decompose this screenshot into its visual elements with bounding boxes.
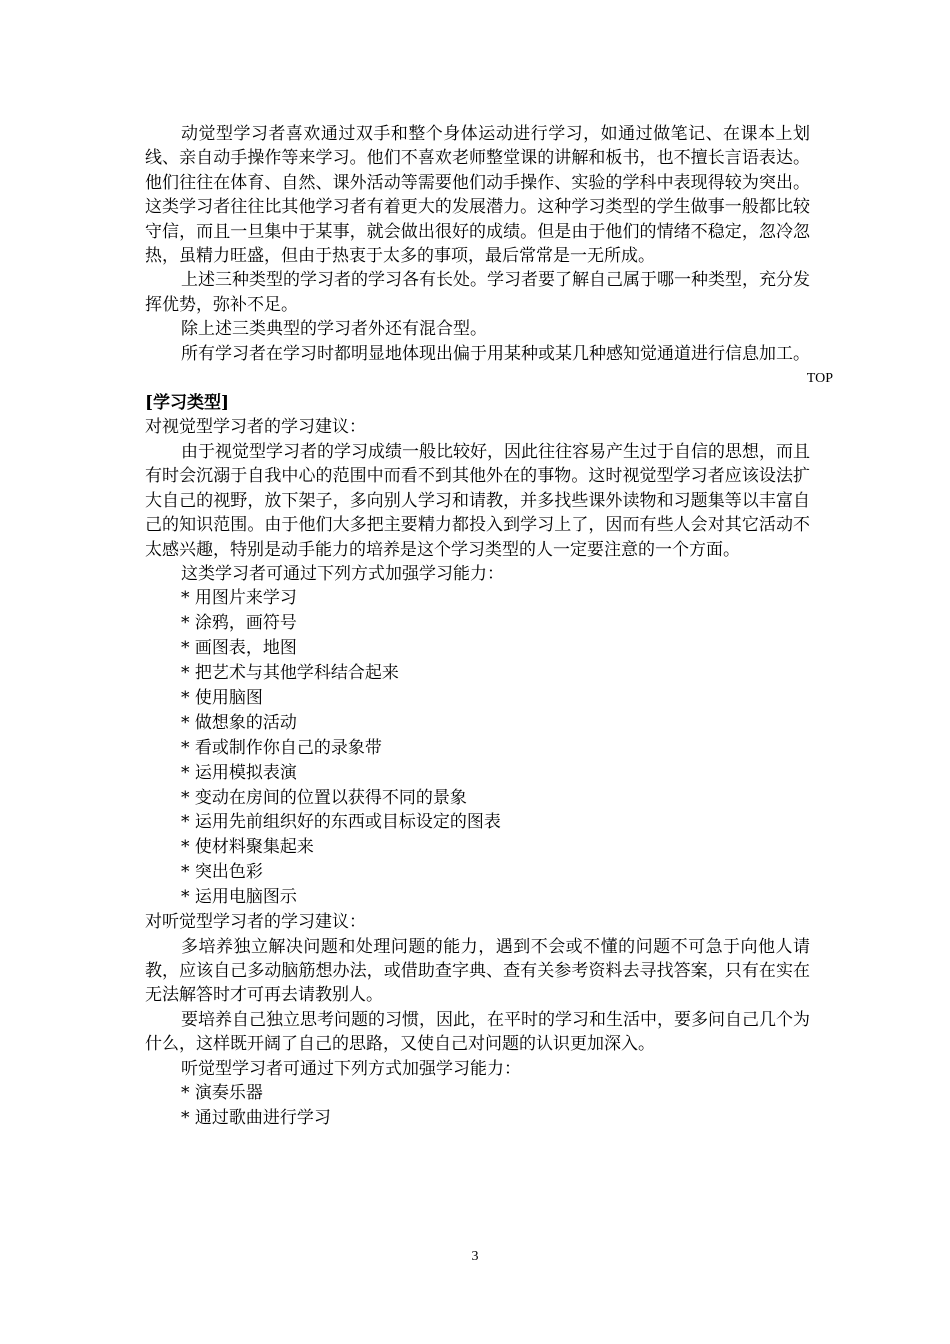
auditory-list-intro: 听觉型学习者可通过下列方式加强学习能力： — [181, 1058, 521, 1079]
auditory-advice-title: 对听觉型学习者的学习建议： — [145, 912, 366, 933]
section-heading: [学习类型] — [145, 393, 230, 414]
auditory-list — [145, 1081, 810, 1131]
list-item: * 运用电脑图示 — [181, 887, 297, 908]
list-item: * 看或制作你自己的录象带 — [181, 737, 382, 758]
kinesthetic-paragraph: 动觉型学习者喜欢通过双手和整个身体运动进行学习，如通过做笔记、在课本上划线、亲自动手操作等来学习。他们不喜欢老师整堂课的讲解和板书，也不擅长言语表达。他们往往在体育、自然、课外活动等需要他们动手操作、实验的学科中表现得较为突出。这类学习者往往比其他学习者有着更大的发展潜力。这种学习类型的学生做事一般都比较守信，而且一旦集中于某事，就会做出很好的成绩。但是由于他们的情绪不稳定，忽冷忽热，虽精力旺盛，但由于热衷于太多的事项，最后常常是一无所成。 — [145, 124, 810, 267]
visual-advice-title: 对视觉型学习者的学习建议： — [145, 417, 366, 438]
visual-list — [145, 586, 810, 910]
list-item: * 运用先前组织好的东西或目标设定的图表 — [181, 812, 501, 833]
mixed-type-paragraph: 除上述三类典型的学习者外还有混合型。 — [181, 319, 487, 340]
list-item: * 使用脑图 — [181, 687, 263, 708]
list-item: * 把艺术与其他学科结合起来 — [181, 663, 399, 684]
visual-advice-paragraph: 由于视觉型学习者的学习成绩一般比较好，因此往往容易产生过于自信的思想，而且有时会沉溺于自我中心的范围中而看不到其他外在的事物。这时视觉型学习者应该设法扩大自己的视野，放下架子，多向别人学习和请教，并多找些课外读物和习题集等以丰富自己的知识范围。由于他们大多把主要精力都投入到学习上了，因而有些人会对其它活动不太感兴趣，特别是动手能力的培养是这个学习类型的人一定要注意的一个方面。 — [145, 441, 810, 560]
perception-paragraph: 所有学习者在学习时都明显地体现出偏于用某种或某几种感知觉通道进行信息加工。 — [181, 343, 810, 364]
summary-paragraph: 上述三种类型的学习者的学习各有长处。学习者要了解自己属于哪一种类型，充分发挥优势，弥补不足。 — [145, 270, 810, 315]
document-body — [145, 122, 833, 1131]
auditory-advice-paragraph: 多培养独立解决问题和处理问题的能力，遇到不会或不懂的问题不可急于向他人请教，应该自己多动脑筋想办法，或借助查字典、查有关参考资料去寻找答案，只有在实在无法解答时才可再去请教别人。 — [145, 936, 810, 1006]
page-number: 3 — [471, 1249, 479, 1264]
list-item: * 运用模拟表演 — [181, 762, 297, 783]
list-item: * 做想象的活动 — [181, 712, 297, 733]
top-link[interactable]: TOP — [806, 371, 833, 387]
visual-list-intro: 这类学习者可通过下列方式加强学习能力： — [181, 563, 504, 584]
list-item: * 突出色彩 — [181, 862, 263, 883]
auditory-advice-paragraph: 要培养自己独立思考问题的习惯，因此，在平时的学习和生活中，要多问自己几个为什么，这样既开阔了自己的思路，又使自己对问题的认识更加深入。 — [145, 1009, 810, 1055]
list-item: * 涂鸦，画符号 — [181, 613, 297, 634]
list-item: * 演奏乐器 — [181, 1082, 263, 1103]
list-item: * 用图片来学习 — [181, 588, 297, 609]
list-item: * 变动在房间的位置以获得不同的景象 — [181, 787, 467, 808]
list-item: * 使材料聚集起来 — [181, 837, 314, 858]
list-item: * 通过歌曲进行学习 — [181, 1107, 331, 1128]
list-item: * 画图表，地图 — [181, 638, 297, 659]
